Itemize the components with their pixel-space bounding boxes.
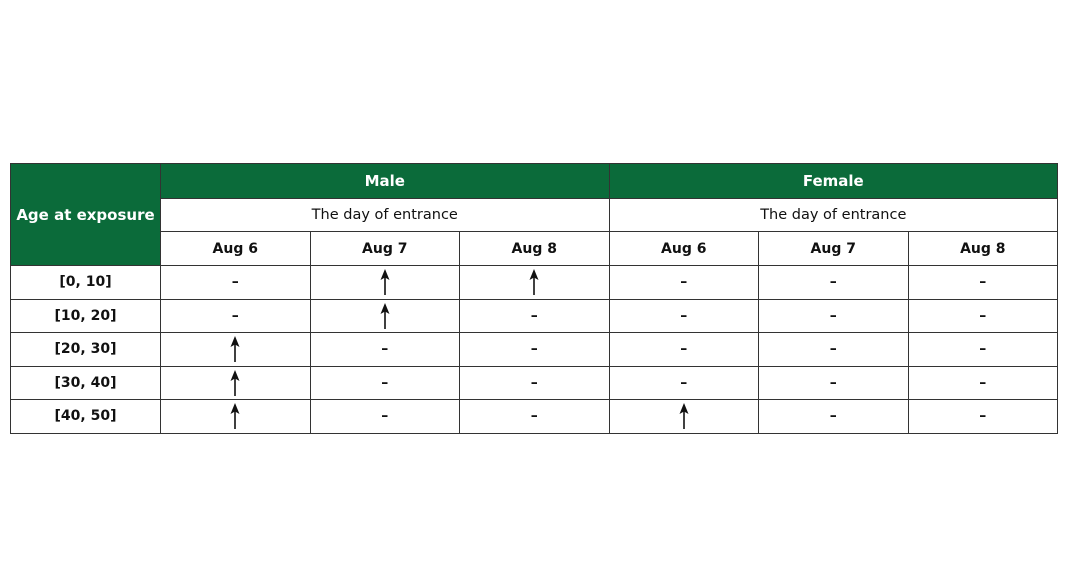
up-arrow-icon [678, 403, 690, 429]
table-cell [609, 299, 759, 333]
table-cell [908, 299, 1058, 333]
male-date-header: Aug 7 [310, 232, 460, 266]
no-change-dash: – [829, 274, 837, 291]
female-day-of-entrance-header: The day of entrance [609, 199, 1058, 232]
table-cell [759, 333, 909, 367]
table-row [11, 400, 1058, 434]
no-change-dash: – [381, 341, 389, 358]
no-change-dash: – [979, 274, 987, 291]
up-arrow-icon [229, 336, 241, 362]
table-cell [161, 266, 311, 300]
age-range-label: [0, 10] [11, 266, 161, 300]
no-change-dash: – [530, 408, 538, 425]
exposure-table [10, 163, 1058, 434]
table-cell [460, 299, 610, 333]
no-change-dash: – [530, 307, 538, 324]
table-cell [460, 266, 610, 300]
table-cell [759, 400, 909, 434]
female-date-header: Aug 8 [908, 232, 1058, 266]
no-change-dash: – [530, 374, 538, 391]
no-change-dash: – [231, 307, 239, 324]
age-range-label: [10, 20] [11, 299, 161, 333]
table-cell [908, 266, 1058, 300]
age-at-exposure-header: Age at exposure [11, 164, 161, 266]
table-cell [609, 333, 759, 367]
table-cell [161, 400, 311, 434]
no-change-dash: – [530, 341, 538, 358]
no-change-dash: – [979, 307, 987, 324]
age-range-label: [40, 50] [11, 400, 161, 434]
no-change-dash: – [381, 374, 389, 391]
no-change-dash: – [979, 374, 987, 391]
no-change-dash: – [829, 307, 837, 324]
table-cell [310, 333, 460, 367]
table-row [11, 333, 1058, 367]
table-cell [161, 366, 311, 400]
table-cell [609, 366, 759, 400]
female-date-header: Aug 7 [759, 232, 909, 266]
table-row [11, 266, 1058, 300]
table-cell [908, 366, 1058, 400]
table-cell [310, 400, 460, 434]
table-cell [460, 366, 610, 400]
table-cell [908, 333, 1058, 367]
no-change-dash: – [231, 274, 239, 291]
male-day-of-entrance-header: The day of entrance [161, 199, 610, 232]
no-change-dash: – [680, 307, 688, 324]
female-group-header: Female [609, 164, 1058, 199]
no-change-dash: – [829, 341, 837, 358]
age-range-label: [30, 40] [11, 366, 161, 400]
table-row [11, 299, 1058, 333]
no-change-dash: – [381, 408, 389, 425]
table-cell [310, 366, 460, 400]
male-group-header: Male [161, 164, 610, 199]
table-cell [161, 333, 311, 367]
table-cell [609, 266, 759, 300]
table-cell [759, 366, 909, 400]
no-change-dash: – [979, 408, 987, 425]
male-date-header: Aug 6 [161, 232, 311, 266]
table-cell [759, 266, 909, 300]
up-arrow-icon [229, 370, 241, 396]
table-cell [759, 299, 909, 333]
up-arrow-icon [379, 303, 391, 329]
table-cell [161, 299, 311, 333]
no-change-dash: – [680, 374, 688, 391]
table-row [11, 366, 1058, 400]
up-arrow-icon [379, 269, 391, 295]
male-date-header: Aug 8 [460, 232, 610, 266]
female-date-header: Aug 6 [609, 232, 759, 266]
age-range-label: [20, 30] [11, 333, 161, 367]
no-change-dash: – [979, 341, 987, 358]
table-cell [310, 266, 460, 300]
table-cell [460, 400, 610, 434]
up-arrow-icon [528, 269, 540, 295]
no-change-dash: – [829, 374, 837, 391]
table-cell [908, 400, 1058, 434]
table-cell [609, 400, 759, 434]
table-cell [460, 333, 610, 367]
table-cell [310, 299, 460, 333]
no-change-dash: – [680, 341, 688, 358]
up-arrow-icon [229, 403, 241, 429]
no-change-dash: – [680, 274, 688, 291]
exposure-table-container [10, 163, 1058, 434]
table-body [11, 266, 1058, 434]
no-change-dash: – [829, 408, 837, 425]
